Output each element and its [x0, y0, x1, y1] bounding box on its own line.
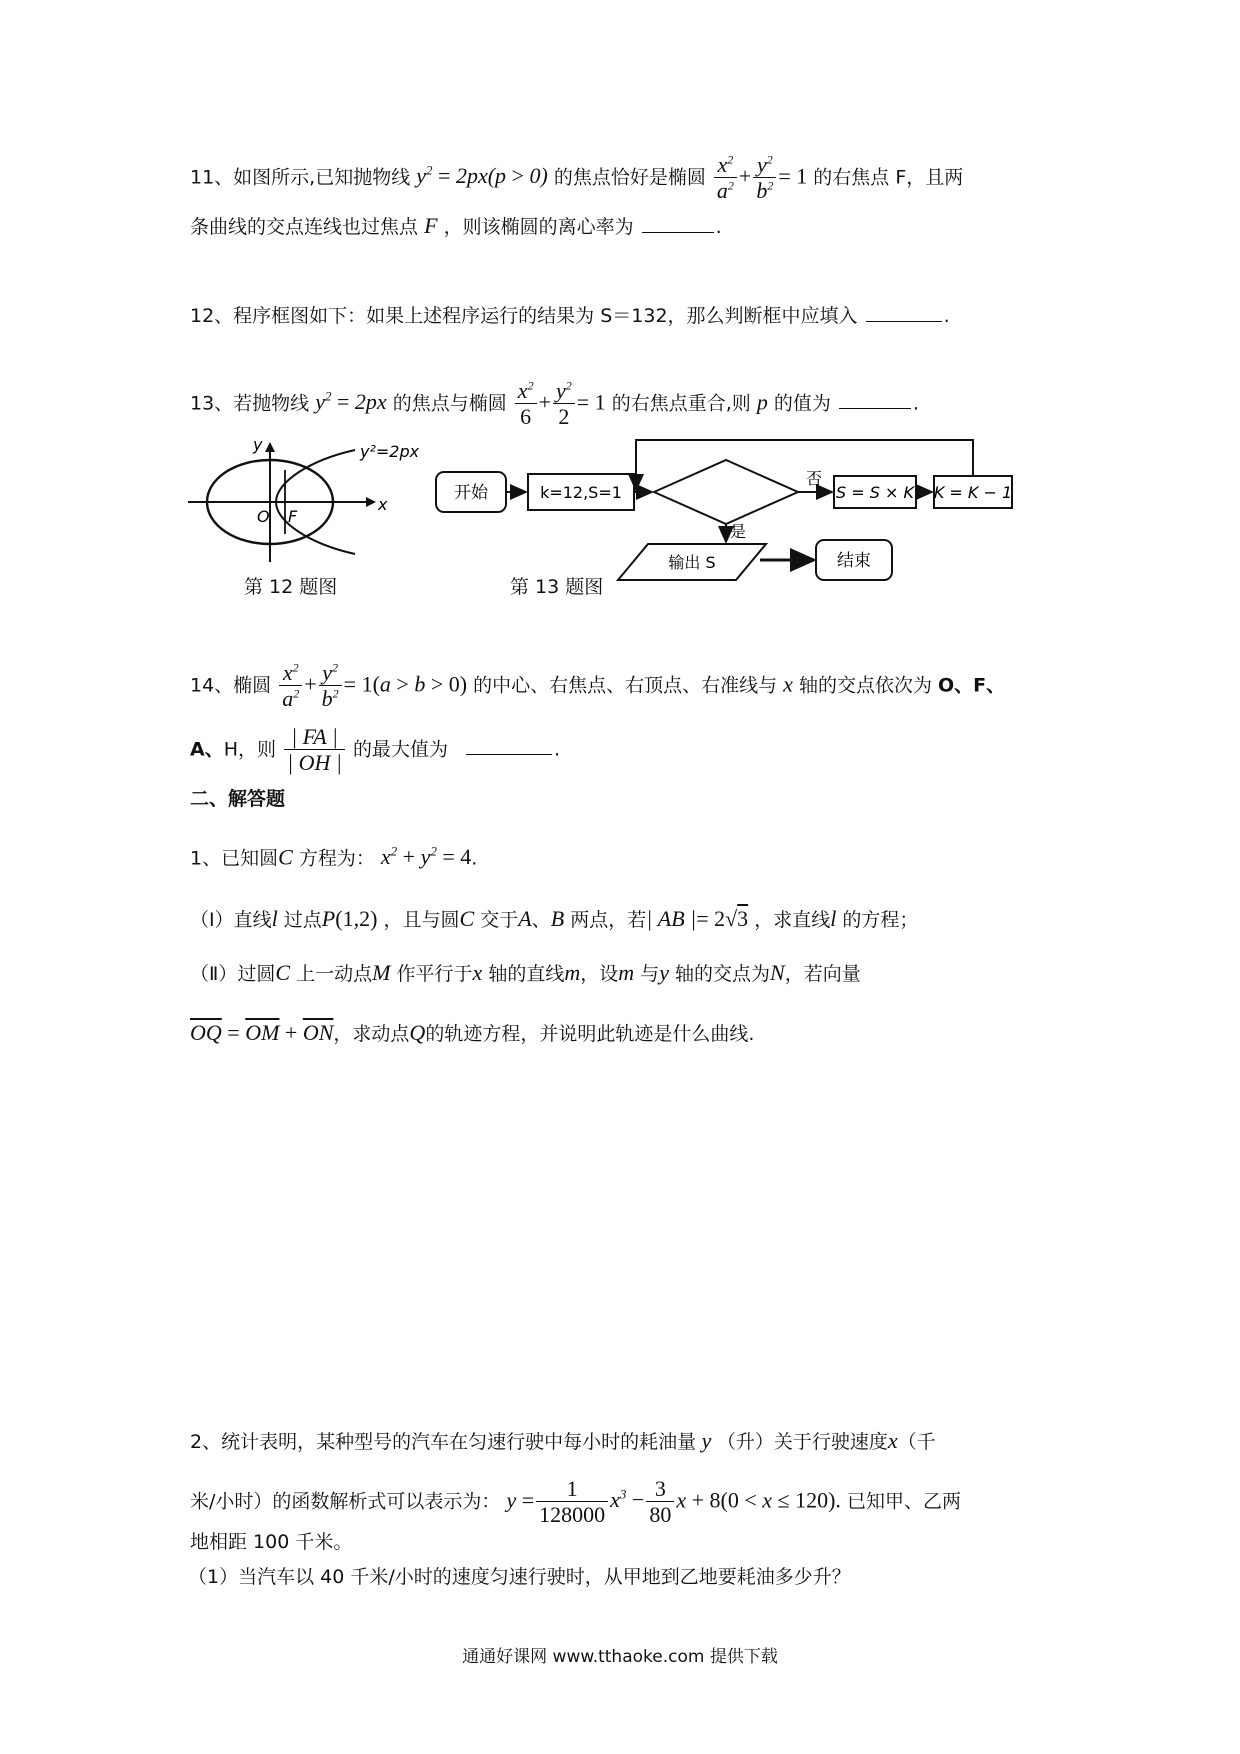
no-label: 否	[806, 469, 823, 488]
ellipse-frac-x: $\frac{x^2}{a^2}$	[714, 152, 737, 204]
curve-label: y²=2px	[360, 442, 420, 461]
q12-line: 12、程序框图如下：如果上述程序运行的结果为 S＝132，那么判断框中应填入 .	[190, 305, 950, 327]
figure-13-flowchart	[430, 436, 1040, 586]
yes-label: 是	[730, 522, 747, 541]
parabola-eq: $y^2 = 2px(p > 0)$	[416, 162, 548, 189]
svg-text:结束: 结束	[837, 551, 871, 571]
sq2-line1: 2、统计表明，某种型号的汽车在匀速行驶中每小时的耗油量 y （升）关于行驶速度x（千	[190, 1428, 936, 1453]
q14-line1: 14、椭圆 $\frac{x^2}{a^2}$ + $\frac{y^2}{b^2}$ = 1(a > b > 0) 的中心、右焦点、右顶点、右准线与 x 轴的交点依次为 O、F、	[190, 660, 1006, 712]
figure-12	[180, 432, 440, 572]
answer-blank[interactable]	[866, 319, 942, 322]
svg-text:K = K − 1: K = K − 1	[933, 483, 1013, 502]
y-label: y	[253, 435, 263, 454]
section-title: 二、解答题	[190, 788, 286, 810]
page-footer: 通通好课网 www.tthaoke.com 提供下载	[462, 1647, 778, 1667]
focus-label: F	[288, 507, 298, 526]
svg-text:输出 S: 输出 S	[668, 553, 716, 572]
q13-line: 13、若抛物线 $y^2 = 2px$ 的焦点与椭圆 $\frac{x^2}{6}$ + $\frac{y^2}{2}$ = 1 的右焦点重合,则 p 的值为 .	[190, 378, 919, 430]
svg-text:k=12,S=1: k=12,S=1	[540, 483, 622, 502]
x-label: x	[378, 495, 388, 514]
vector-eq: $\overline{OQ} = \overline{OM} + \overline{ON}$	[190, 1020, 334, 1045]
svg-text:开始: 开始	[454, 483, 488, 503]
sq1-part2: （Ⅱ）过圆C 上一动点M 作平行于x 轴的直线m，设m 与y 轴的交点为N，若向量	[190, 960, 861, 985]
sq2-line2: 米/小时）的函数解析式可以表示为： y = $\frac{1}{128000}$ $x^3$ − $\frac{3}{80}$ x + 8(0 < x ≤ 120). 已知甲、乙两	[190, 1476, 961, 1528]
q14-line2: A、H，则 $\frac{| FA |}{| OH |}$ 的最大值为 .	[190, 724, 561, 776]
answer-blank[interactable]	[839, 406, 911, 409]
figure-13-caption: 第 13 题图	[510, 576, 604, 598]
fuel-function: y =	[506, 1487, 535, 1513]
sq2-line3: 地相距 100 千米。	[190, 1531, 353, 1553]
decision-node	[654, 460, 798, 524]
figure-12-caption: 第 12 题图	[244, 576, 338, 598]
q11-line2: 条曲线的交点连线也过焦点 F ，则该椭圆的离心率为 .	[190, 213, 722, 238]
answer-blank[interactable]	[466, 752, 552, 755]
svg-text:S = S × K: S = S × K	[836, 483, 914, 502]
x-axis-arrow	[366, 497, 376, 507]
sq1-stem: 1、已知圆C 方程为： $x^2 + y^2 = 4$.	[190, 844, 478, 870]
q11-line1: 11、如图所示,已知抛物线 $y^2 = 2px(p > 0)$ 的焦点恰好是椭圆 $\frac{x^2}{a^2}$ + $\frac{y^2}{b^2}$ = 1 的右焦点 F，且两	[190, 152, 964, 204]
ellipse-frac-y: $\frac{y^2}{b^2}$	[753, 152, 776, 204]
sq2-line4: （1）当汽车以 40 千米/小时的速度匀速行驶时，从甲地到乙地要耗油多少升？	[188, 1566, 851, 1588]
origin-label: O	[257, 507, 270, 526]
sq1-part1: （Ⅰ）直线l 过点P(1,2) ，且与圆C 交于A、B 两点，若| AB |= 2√3 ，求直线l 的方程；	[190, 906, 919, 931]
sq1-part2b: $\overline{OQ} = \overline{OM} + \overline{ON}$，求动点Q的轨迹方程，并说明此轨迹是什么曲线.	[190, 1020, 755, 1045]
y-axis-arrow	[265, 442, 275, 452]
answer-blank[interactable]	[642, 230, 714, 233]
